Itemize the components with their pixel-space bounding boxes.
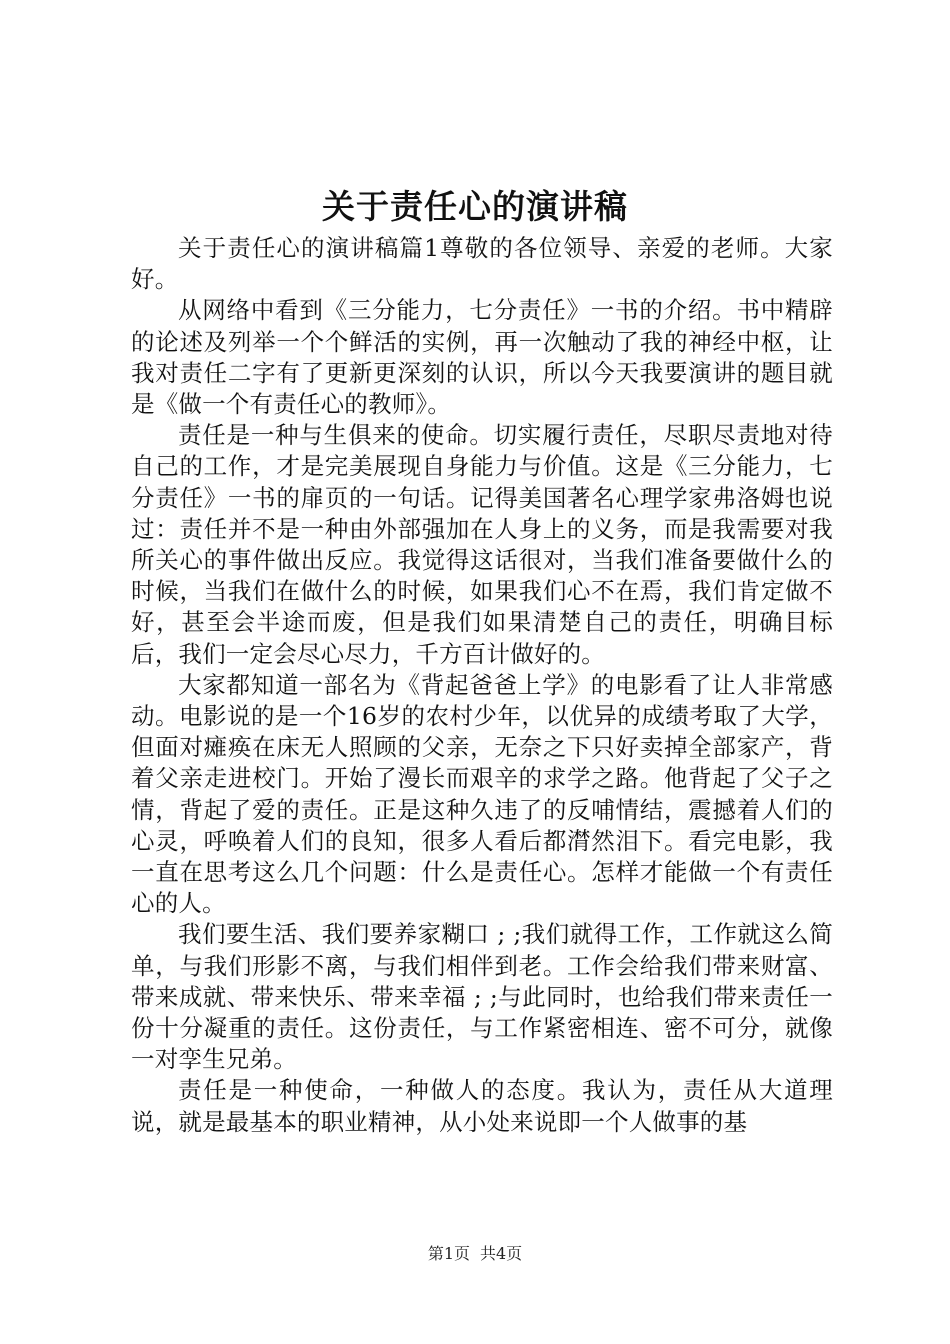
paragraph-1: 关于责任心的演讲稿篇1尊敬的各位领导、亲爱的老师。大家好。 [131,234,833,294]
paragraph-5: 我们要生活、我们要养家糊口 ; ;我们就得工作，工作就这么简单，与我们形影不离，与我们相伴到老。工作会给我们带来财富、带来成就、带来快乐、带来幸福 ; ;与此同时，也给我们带来责任一份十分凝重的责任。这份责任，与工作紧密相连、密不可分，就像一对孪生兄弟。 [131,920,833,1074]
paragraph-3: 责任是一种与生俱来的使命。切实履行责任，尽职尽责地对待自己的工作，才是完美展现自身能力与价值。这是《三分能力，七分责任》一书的扉页的一句话。记得美国著名心理学家弗洛姆也说过：责任并不是一种由外部强加在人身上的义务，而是我需要对我所关心的事件做出反应。我觉得这话很对，当我们准备要做什么的时候，当我们在做什么的时候，如果我们心不在焉，我们肯定做不好，甚至会半途而废，但是我们如果清楚自己的责任，明确目标后，我们一定会尽心尽力，千方百计做好的。 [131,421,833,668]
document-title: 关于责任心的演讲稿 [322,187,628,226]
page-total: 共4页 [480,1244,523,1263]
paragraph-2: 从网络中看到《三分能力，七分责任》一书的介绍。书中精辟的论述及列举一个个鲜活的实例，再一次触动了我的神经中枢，让我对责任二字有了更新更深刻的认识，所以今天我要演讲的题目就是《做一个有责任心的教师》。 [131,296,833,419]
page-footer [0,1242,950,1266]
page-number: 第1页 [427,1244,470,1263]
document-body [131,233,833,1138]
paragraph-4: 大家都知道一部名为《背起爸爸上学》的电影看了让人非常感动。电影说的是一个16岁的农村少年，以优异的成绩考取了大学，但面对瘫痪在床无人照顾的父亲，无奈之下只好卖掉全部家产，背着父亲走进校门。开始了漫长而艰辛的求学之路。他背起了父子之情，背起了爱的责任。正是这种久违了的反哺情结，震撼着人们的心灵，呼唤着人们的良知，很多人看后都潸然泪下。看完电影，我一直在思考这么几个问题：什么是责任心。怎样才能做一个有责任心的人。 [131,670,833,918]
paragraph-6: 责任是一种使命，一种做人的态度。我认为，责任从大道理说，就是最基本的职业精神，从小处来说即一个人做事的基 [131,1076,833,1136]
